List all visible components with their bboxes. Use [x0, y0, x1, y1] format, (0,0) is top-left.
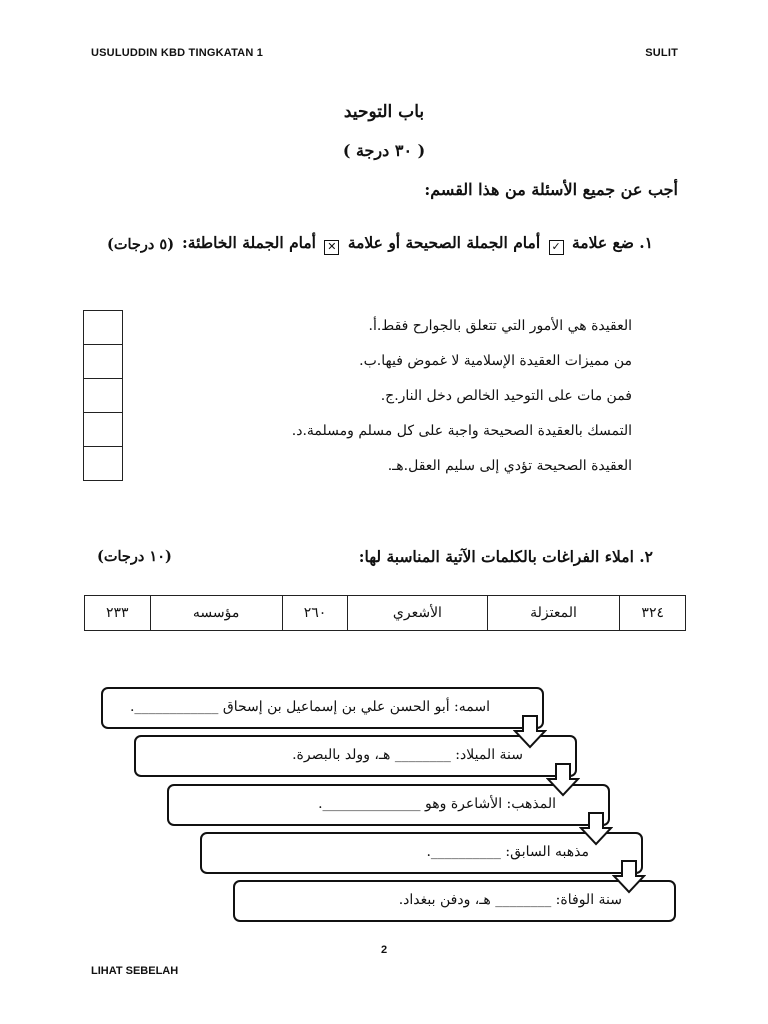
flow-box-1[interactable] [101, 687, 544, 729]
total-marks: ( ٣٠ درجة ) [342, 141, 426, 160]
flow-text: مذهبه السابق: __________. [426, 844, 589, 860]
statement-item [351, 318, 632, 334]
flow-box-3[interactable] [167, 784, 610, 826]
header-classification: SULIT [645, 47, 678, 59]
flow-text: اسمه: أبو الحسن علي بن إسماعيل بن إسحاق ____________. [129, 699, 490, 715]
footer-note: LIHAT SEBELAH [91, 965, 179, 977]
question1-label-mid: أمام الجملة الصحيحة أو علامة [347, 233, 541, 252]
flow-box-2[interactable] [134, 735, 577, 777]
down-arrow-icon [546, 763, 580, 797]
statement-number: أ. [368, 318, 377, 334]
question2-label: ٢. املاء الفراغات بالكلمات الآتية المناسبة لها: [358, 547, 653, 566]
statement-number: ج. [380, 388, 395, 404]
flow-text: سنة الوفاة: ________ هـ، ودفن ببغداد. [398, 892, 622, 908]
header-subject: USULUDDIN KBD TINGKATAN 1 [91, 47, 264, 59]
statement-number: ب. [359, 353, 377, 369]
statement-text: العقيدة الصحيحة تؤدي إلى سليم العقل. [403, 458, 632, 474]
answer-box-2[interactable] [83, 344, 123, 378]
statement-text: التمسك بالعقيدة الصحيحة واجبة على كل مسلم ومسلمة. [302, 423, 632, 439]
word-bank-cell: المعتزلة [487, 596, 620, 631]
flow-box-5[interactable] [233, 880, 676, 922]
flow-box-4[interactable] [200, 832, 643, 874]
question2-marks: (١٠ درجات) [97, 548, 172, 565]
word-bank-row [85, 596, 686, 631]
word-bank-cell: ٣٢٤ [620, 596, 686, 631]
flow-text: المذهب: الأشاعرة وهو ______________. [318, 796, 556, 812]
checked-box-icon: ✓ [549, 240, 564, 255]
statement-text: العقيدة هي الأمور التي تتعلق بالجوارح فقط. [376, 318, 632, 334]
statement-number: هـ. [387, 458, 404, 474]
statement-item [368, 388, 632, 404]
answer-box-5[interactable] [83, 446, 123, 481]
statement-item [276, 423, 632, 439]
crossed-box-icon: ✕ [324, 240, 339, 255]
statement-item [378, 458, 632, 474]
word-bank-table [84, 595, 686, 631]
statement-text: فمن مات على التوحيد الخالص دخل النار. [394, 388, 632, 404]
word-bank-cell: ٢٦٠ [282, 596, 348, 631]
down-arrow-icon [579, 812, 613, 846]
question1-label-suffix: أمام الجملة الخاطئة: [182, 233, 316, 252]
instruction: أجب عن جميع الأسئلة من هذا القسم: [424, 180, 678, 199]
page-title: باب التوحيد [343, 102, 425, 122]
answer-box-1[interactable] [83, 310, 123, 344]
down-arrow-icon [513, 715, 547, 749]
down-arrow-icon [612, 860, 646, 894]
word-bank-cell: مؤسسه [150, 596, 282, 631]
answer-box-4[interactable] [83, 412, 123, 446]
statement-item [351, 353, 632, 369]
question1-marks: (٥ درجات) [107, 236, 175, 253]
answer-box-column [83, 310, 123, 481]
question1-label [182, 233, 653, 255]
answer-box-3[interactable] [83, 378, 123, 412]
question1-label-prefix: ١. ضع علامة [571, 233, 653, 252]
flow-text: سنة الميلاد: ________ هـ، وولد بالبصرة. [292, 747, 523, 763]
page-number: 2 [380, 944, 388, 956]
statement-number: د. [291, 423, 303, 439]
statement-text: من مميزات العقيدة الإسلامية لا غموض فيها. [376, 353, 632, 369]
word-bank-cell: الأشعري [348, 596, 487, 631]
word-bank-cell: ٢٣٣ [85, 596, 151, 631]
